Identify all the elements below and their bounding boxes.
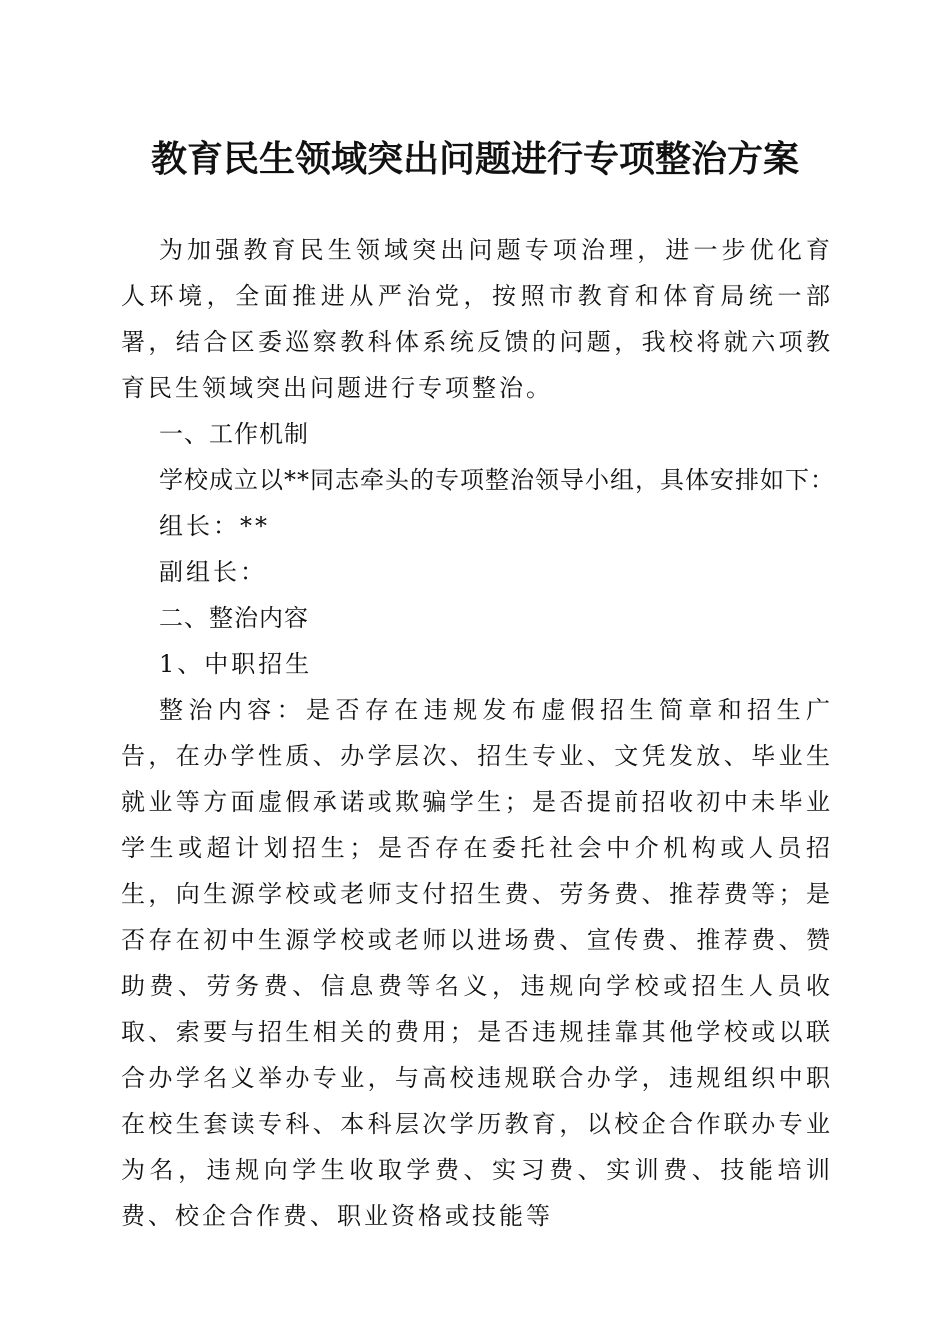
item-body-vocational-enrollment: 整治内容：是否存在违规发布虚假招生简章和招生广告，在办学性质、办学层次、招生专业、文凭发放、毕业生就业等方面虚假承诺或欺骗学生；是否提前招收初中未毕业学生或超计划招生；是否存在委托社会中介机构或人员招生，向生源学校或老师支付招生费、劳务费、推荐费等；是否存在初中生源学校或老师以进场费、宣传费、推荐费、赞助费、劳务费、信息费等名义，违规向学校或招生人员收取、索要与招生相关的费用；是否违规挂靠其他学校或以联合办学名义举办专业，与高校违规联合办学，违规组织中职在校生套读专科、本科层次学历教育，以校企合作联办专业为名，违规向学生收取学费、实习费、实训费、技能培训费、校企合作费、职业资格或技能等 (121, 696, 833, 1230)
document-body (121, 227, 833, 1239)
deputy-leader-line: 副组长： (159, 558, 267, 586)
section-heading-rectification-content: 二、整治内容 (159, 604, 309, 632)
section-heading-work-mechanism: 一、工作机制 (159, 420, 309, 448)
leader-line: 组长：** (159, 512, 270, 540)
item-title-vocational-enrollment: 1、中职招生 (159, 650, 313, 678)
work-mechanism-paragraph: 学校成立以**同志牵头的专项整治领导小组，具体安排如下： (159, 466, 835, 494)
document-title: 教育民生领域突出问题进行专项整治方案 (150, 138, 799, 180)
intro-paragraph: 为加强教育民生领域突出问题专项治理，进一步优化育人环境，全面推进从严治党，按照市教育和体育局统一部署，结合区委巡察教科体系统反馈的问题，我校将就六项教育民生领域突出问题进行专项整治。 (121, 236, 833, 402)
